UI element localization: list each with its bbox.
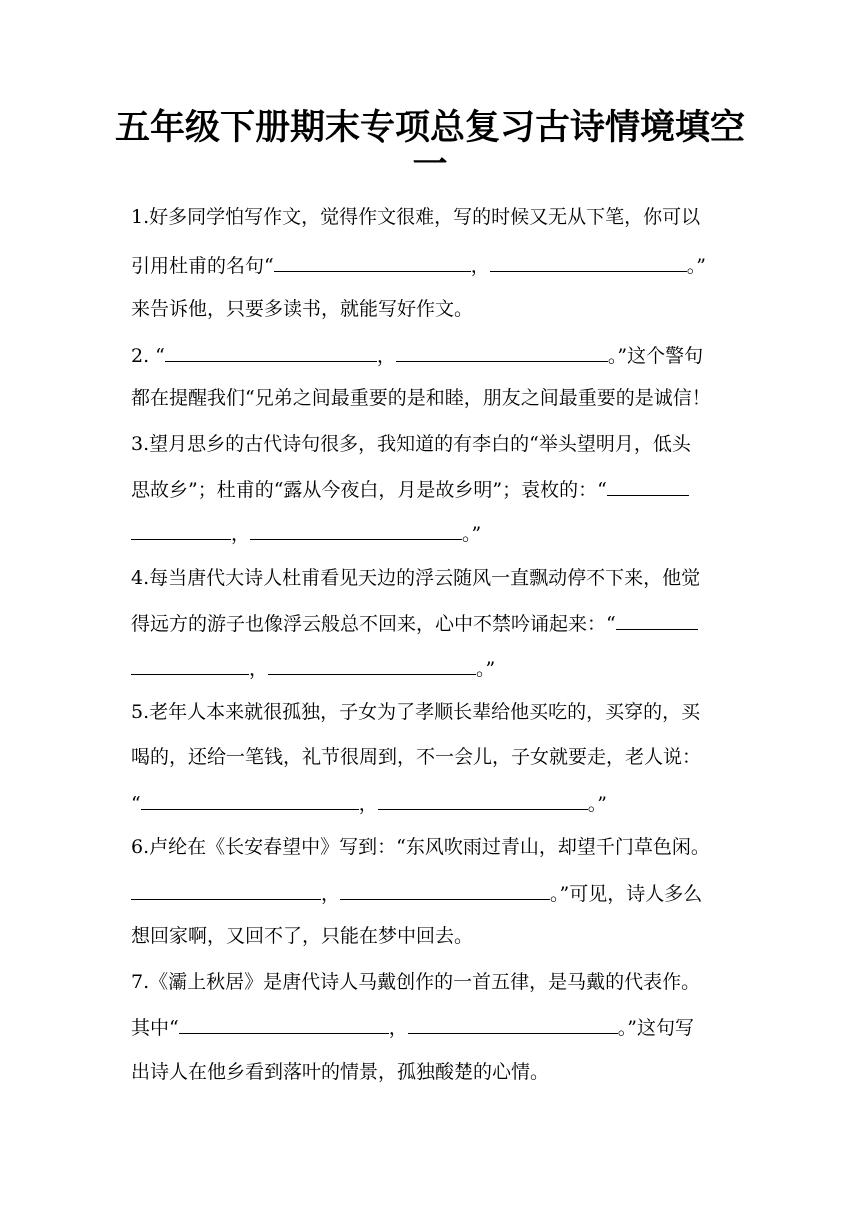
question-4-blank-2[interactable] [268,655,476,675]
question-6-blank-1[interactable] [131,880,321,900]
question-5-blank-1[interactable] [141,790,359,810]
question-2-blank-1[interactable] [165,342,377,362]
question-4-suffix: 。” [476,658,496,680]
question-7-blank-1[interactable] [179,1014,389,1034]
question-5-line-3 [131,790,607,814]
question-1-suffix: 。” [686,255,706,277]
question-3-suffix: 。” [462,523,482,545]
question-7-separator: ， [388,1017,408,1039]
question-2-prefix: 2. “ [131,345,165,367]
question-7-line-1: 7.《灞上秋居》是唐代诗人马戴创作的一首五律，是马戴的代表作。 [131,971,701,993]
question-5-line-1: 5.老年人本来就很孤独，子女为了孝顺长辈给他买吃的，买穿的，买 [131,701,701,723]
question-1-separator: ， [470,255,490,277]
question-1-line-3: 来告诉他，只要多读书，就能写好作文。 [131,298,474,320]
question-6-suffix: 。”可见，诗人多么 [550,883,703,905]
question-6-blank-2[interactable] [340,880,550,900]
question-6-line-1: 6.卢纶在《长安春望中》写到：“东风吹雨过青山，却望千门草色闲。 [131,836,710,858]
question-4-line-2 [131,610,698,634]
question-2-blank-2[interactable] [396,342,608,362]
question-1-line-1: 1.好多同学怕写作文，觉得作文很难，写的时候又无从下笔，你可以 [131,206,701,228]
question-3-line-1: 3.望月思乡的古代诗句很多，我知道的有李白的“举头望明月，低头 [131,433,691,455]
question-2-suffix: 。”这个警句 [607,345,704,367]
question-5-separator: ， [358,793,378,815]
question-2-line-1 [131,342,703,366]
question-4-prefix: 得远方的游子也像浮云般总不回来，心中不禁吟诵起来：“ [131,613,616,635]
question-3-blank-2[interactable] [250,520,462,540]
question-1-prefix: 引用杜甫的名句“ [131,255,274,277]
question-6-separator: ， [321,883,341,905]
question-4-blank-1-end[interactable] [131,655,249,675]
question-7-line-3: 出诗人在他乡看到落叶的情景，孤独酸楚的心情。 [131,1061,550,1083]
question-3-line-2 [131,476,689,500]
document-title-suffix: 一 [412,145,448,185]
document-title: 五年级下册期末专项总复习古诗情境填空 [114,108,745,148]
question-5-line-2: 喝的，还给一笔钱，礼节很周到，不一会儿，子女就要走，老人说： [131,746,702,768]
question-5-suffix: 。” [587,793,607,815]
question-3-line-3 [131,520,481,544]
question-7-blank-2[interactable] [408,1014,618,1034]
question-2-separator: ， [376,345,396,367]
question-6-line-2 [131,880,702,904]
question-3-blank-1-end[interactable] [131,520,231,540]
question-5-prefix: “ [131,793,141,815]
question-4-blank-1-start[interactable] [616,610,698,630]
question-1-blank-2[interactable] [490,252,687,272]
question-1-line-2 [131,252,706,276]
question-3-prefix: 思故乡”；杜甫的“露从今夜白，月是故乡明”；袁枚的：“ [131,479,607,501]
question-7-suffix: 。”这句写 [617,1017,694,1039]
question-7-line-2 [131,1014,694,1038]
question-3-separator: ， [231,523,251,545]
question-4-separator: ， [249,658,269,680]
question-6-line-3: 想回家啊，又回不了，只能在梦中回去。 [131,925,474,947]
question-7-prefix: 其中“ [131,1017,179,1039]
question-4-line-3 [131,655,495,679]
question-2-line-2: 都在提醒我们“兄弟之间最重要的是和睦，朋友之间最重要的是诚信！ [131,387,711,409]
question-1-blank-1[interactable] [274,252,471,272]
question-3-blank-1-start[interactable] [607,476,689,496]
question-4-line-1: 4.每当唐代大诗人杜甫看见天边的浮云随风一直飘动停不下来，他觉 [131,567,701,589]
question-5-blank-2[interactable] [378,790,588,810]
